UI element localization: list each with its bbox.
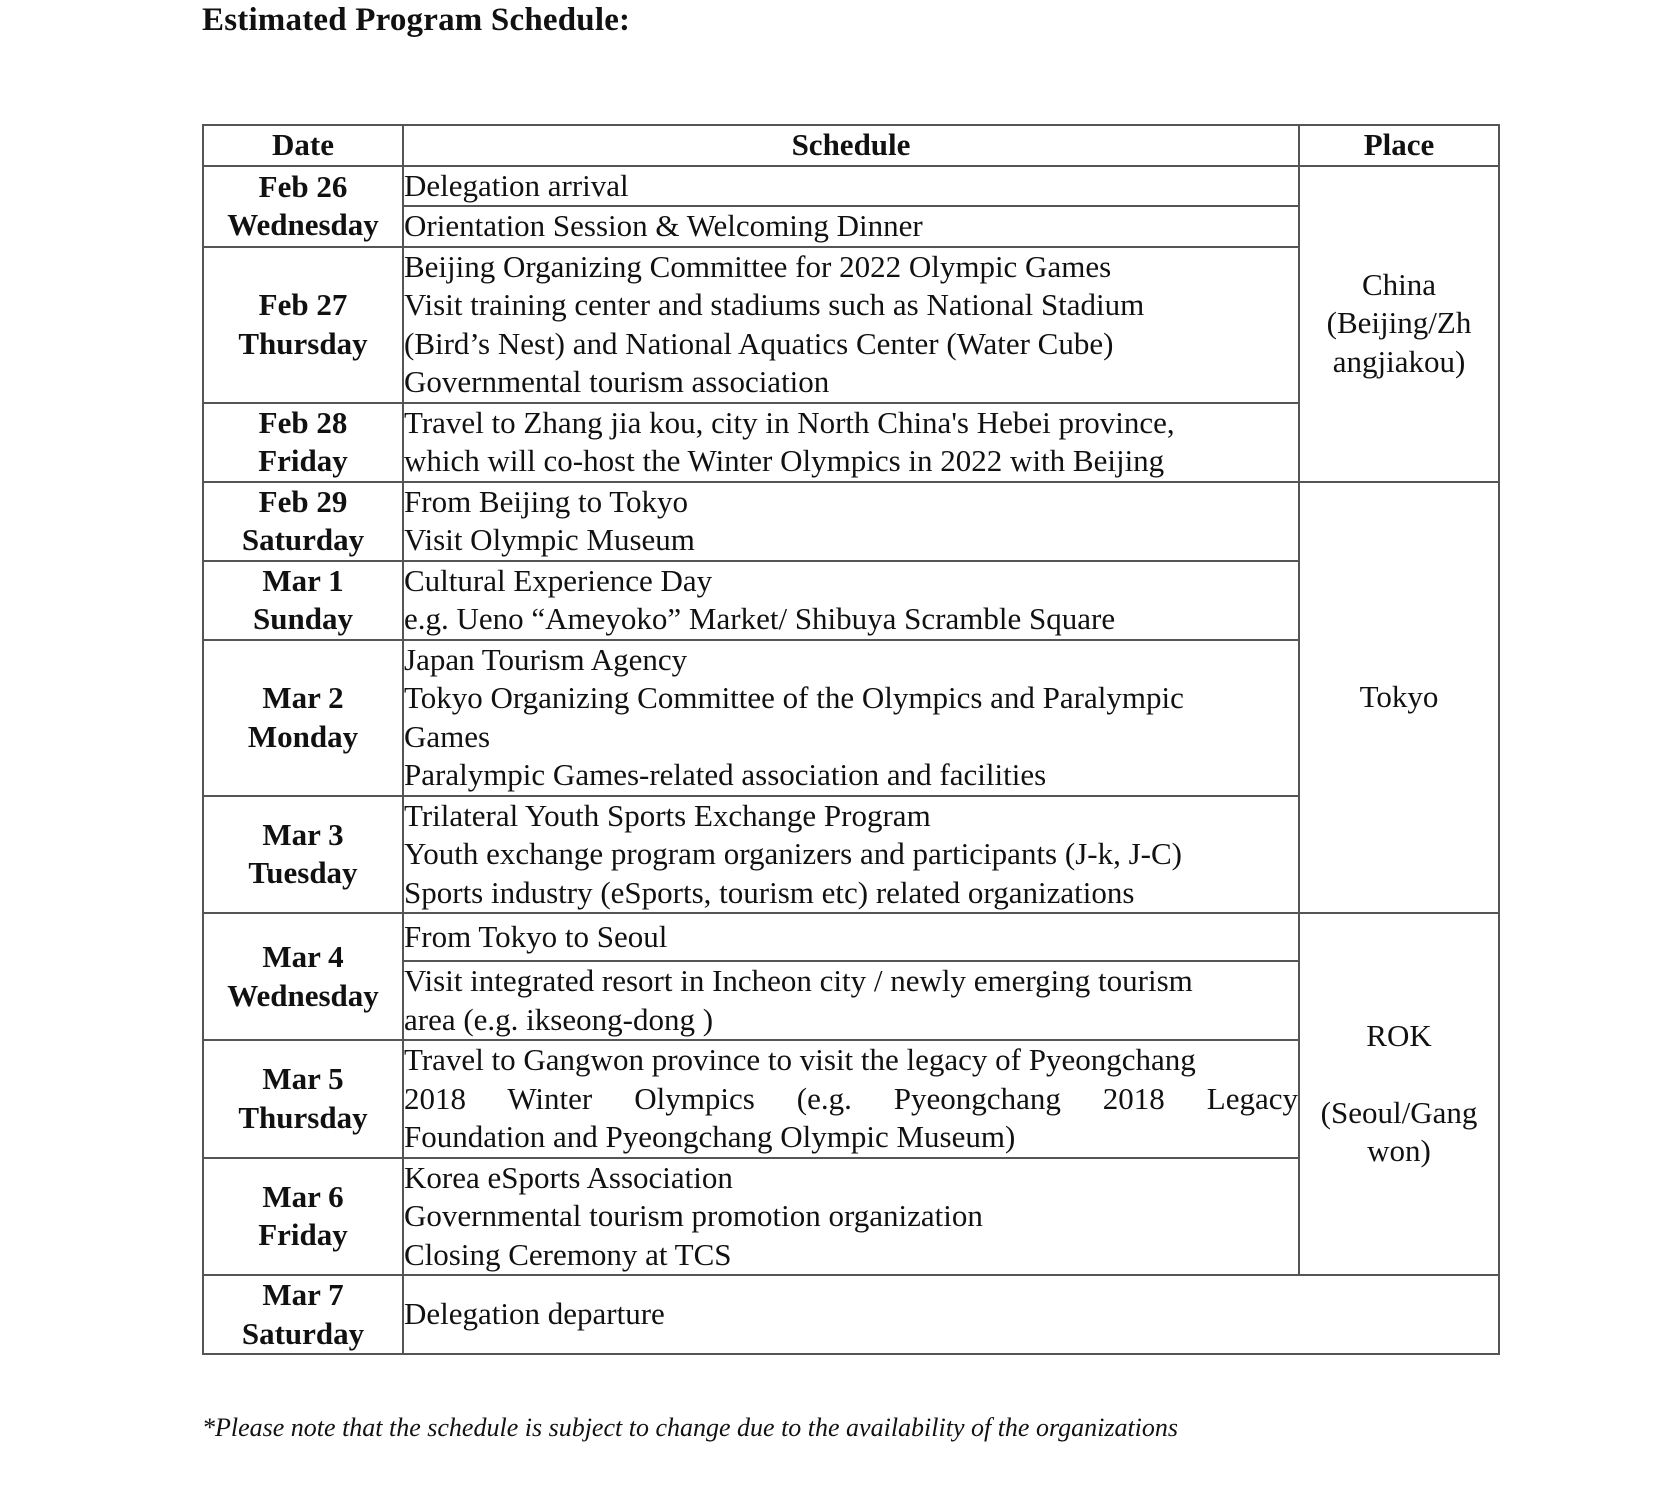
date-label: Feb 28	[258, 404, 348, 440]
weekday-label: Thursday	[238, 1099, 368, 1135]
schedule-line: Delegation arrival	[404, 167, 629, 203]
schedule-line: Games	[404, 718, 491, 754]
place-line: (Seoul/Gang	[1320, 1094, 1478, 1130]
place-cell-tokyo	[1299, 482, 1499, 914]
weekday-label: Friday	[258, 443, 348, 478]
place-line: won)	[1367, 1133, 1431, 1169]
date-cell-mar-4	[203, 913, 403, 1040]
weekday-label: Thursday	[238, 325, 368, 361]
schedule-line: Sports industry (eSports, tourism etc) related organizations	[404, 874, 1135, 910]
schedule-cell	[403, 403, 1299, 482]
schedule-line: area (e.g. ikseong-dong )	[404, 1001, 714, 1037]
date-label: Feb 27	[258, 287, 348, 322]
weekday-label: Friday	[258, 1217, 348, 1253]
weekday-label: Wednesday	[227, 207, 379, 242]
date-cell-mar-1	[203, 561, 403, 640]
place-line: China	[1361, 266, 1437, 302]
schedule-line: Orientation Session & Welcoming Dinner	[404, 208, 923, 243]
schedule-cell	[403, 206, 1299, 247]
schedule-line: Foundation and Pyeongchang Olympic Museum)	[404, 1119, 1016, 1154]
header-date: Date	[203, 125, 403, 166]
schedule-line: Korea eSports Association	[404, 1159, 733, 1195]
date-cell-mar-2	[203, 640, 403, 796]
place-cell-china	[1299, 166, 1499, 482]
schedule-table	[202, 124, 1500, 1355]
schedule-line: Visit Olympic Museum	[404, 522, 695, 557]
place-cell-rok	[1299, 913, 1499, 1275]
schedule-line: Cultural Experience Day	[404, 562, 713, 598]
date-label: Mar 4	[262, 939, 344, 974]
schedule-cell	[403, 1040, 1299, 1158]
schedule-line: From Beijing to Tokyo	[404, 483, 689, 519]
table-row	[203, 913, 1499, 961]
schedule-line: which will co-host the Winter Olympics in 2022 with Beijing	[404, 443, 1165, 478]
schedule-cell	[403, 640, 1299, 796]
schedule-line: Tokyo Organizing Committee of the Olympics and Paralympic	[404, 680, 1184, 715]
schedule-line: Governmental tourism association	[404, 364, 830, 399]
schedule-line: Governmental tourism promotion organization	[404, 1198, 983, 1233]
date-label: Mar 5	[262, 1061, 344, 1097]
place-line: (Beijing/Zh	[1326, 305, 1472, 341]
weekday-label: Monday	[247, 718, 359, 754]
schedule-line: Beijing Organizing Committee for 2022 Olympic Games	[404, 248, 1112, 284]
schedule-line: Visit integrated resort in Incheon city / newly emerging tourism	[404, 963, 1193, 998]
table-header-row	[203, 125, 1499, 166]
weekday-label: Saturday	[241, 522, 365, 557]
date-cell-mar-3	[203, 796, 403, 914]
schedule-line: Japan Tourism Agency	[404, 641, 688, 677]
header-place: Place	[1299, 125, 1499, 166]
date-cell-feb-26	[203, 166, 403, 247]
schedule-line: Paralympic Games-related association and facilities	[404, 757, 1047, 792]
date-label: Feb 26	[258, 168, 348, 204]
schedule-cell	[403, 561, 1299, 640]
date-cell-mar-6	[203, 1158, 403, 1276]
place-line: ROK	[1366, 1018, 1432, 1054]
schedule-line: Travel to Zhang jia kou, city in North China's Hebei province,	[404, 404, 1175, 440]
schedule-line: Visit training center and stadiums such as National Stadium	[404, 287, 1145, 322]
place-line: Tokyo	[1359, 679, 1439, 714]
weekday-label: Tuesday	[248, 855, 358, 891]
table-row	[203, 482, 1499, 561]
schedule-note: *Please note that the schedule is subject to change due to the availability of the organizations	[202, 1413, 1179, 1442]
schedule-cell	[403, 1275, 1499, 1354]
schedule-line: e.g. Ueno “Ameyoko” Market/ Shibuya Scramble Square	[404, 601, 1116, 636]
date-label: Mar 6	[262, 1178, 344, 1214]
date-label: Mar 2	[262, 680, 344, 715]
weekday-label: Wednesday	[227, 977, 379, 1013]
schedule-line: Delegation departure	[404, 1296, 665, 1332]
table-row	[203, 1275, 1499, 1354]
schedule-line: 2018 Winter Olympics (e.g. Pyeongchang 2018 Legacy	[404, 1080, 1298, 1116]
schedule-line: (Bird’s Nest) and National Aquatics Center (Water Cube)	[404, 325, 1114, 361]
schedule-cell	[403, 796, 1299, 914]
schedule-line: Travel to Gangwon province to visit the legacy of Pyeongchang	[404, 1042, 1196, 1077]
date-label: Mar 3	[262, 816, 344, 852]
schedule-line: From Tokyo to Seoul	[404, 918, 668, 954]
schedule-cell	[403, 961, 1299, 1040]
weekday-label: Saturday	[241, 1315, 365, 1351]
schedule-line: Closing Ceremony at TCS	[404, 1236, 732, 1272]
header-schedule: Schedule	[403, 125, 1299, 166]
place-line: angjiakou)	[1332, 343, 1466, 379]
date-cell-mar-7	[203, 1275, 403, 1354]
weekday-label: Sunday	[253, 601, 353, 636]
document-title: Estimated Program Schedule:	[202, 2, 631, 38]
schedule-cell	[403, 1158, 1299, 1276]
schedule-cell	[403, 247, 1299, 403]
date-label: Feb 29	[258, 483, 348, 519]
table-row	[203, 166, 1499, 207]
schedule-line: Trilateral Youth Sports Exchange Program	[404, 797, 931, 833]
schedule-cell	[403, 913, 1299, 961]
date-label: Mar 7	[262, 1277, 344, 1312]
date-cell-feb-29	[203, 482, 403, 561]
date-cell-feb-28	[203, 403, 403, 482]
date-cell-feb-27	[203, 247, 403, 403]
date-label: Mar 1	[262, 562, 344, 598]
schedule-cell	[403, 482, 1299, 561]
schedule-cell	[403, 166, 1299, 207]
schedule-line: Youth exchange program organizers and participants (J-k, J-C)	[404, 836, 1182, 871]
date-cell-mar-5	[203, 1040, 403, 1158]
